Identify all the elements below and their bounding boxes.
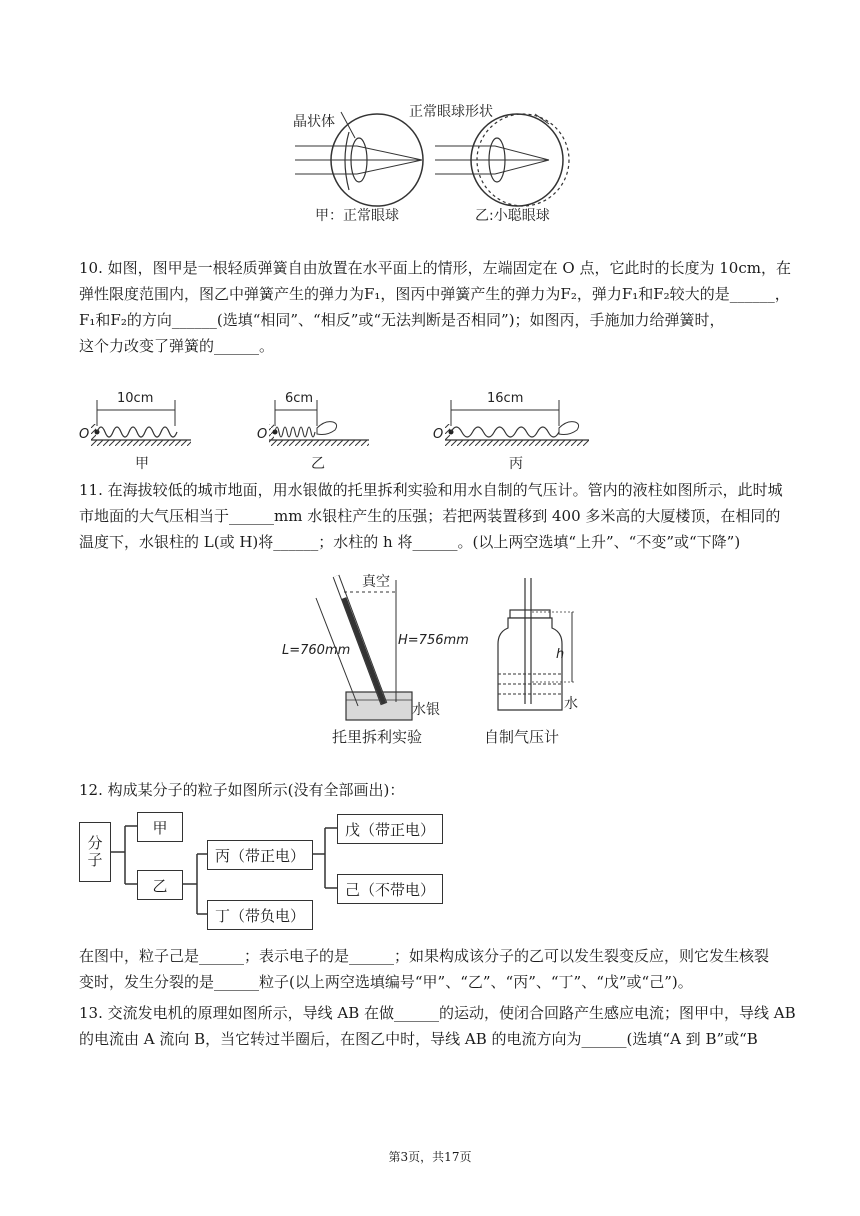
q10-line-2: 弹性限度范围内，图乙中弹簧产生的弹力为F₁，图丙中弹簧产生的弹力为F₂，弹力F₁和F₂较大的是______，: [79, 285, 790, 303]
normal-shape-label: 正常眼球形状: [409, 104, 493, 120]
q11-line-2: 市地面的大气压相当于______mm 水银柱产生的压强；若把两装置移到 400 多米高的大厦楼顶，在相同的: [79, 507, 781, 525]
box-ji: [337, 874, 443, 904]
molecule-label: 分子: [85, 835, 104, 869]
yi-label: 乙: [152, 876, 168, 895]
question-11: [79, 477, 783, 555]
box-jia: [137, 812, 183, 842]
lens-label: 晶状体: [293, 114, 335, 130]
q13-line-1: 13. 交流发电机的原理如图所示，导线 AB 在做______的运动，使闭合回路产生感应电流；图甲中，导线 AB: [79, 1004, 796, 1022]
question-12: [79, 777, 779, 803]
wu-label: 戊（带正电）: [344, 820, 435, 839]
eye-figure: [285, 96, 585, 228]
question-10: [79, 255, 791, 359]
q13-line-2: 的电流由 A 流向 B，当它转过半圈后，在图乙中时，导线 AB 的电流方向为______(选填“A 到 B”或“B: [79, 1030, 758, 1048]
point-o-a: O: [79, 427, 90, 442]
spring-caption-a: 甲: [135, 456, 149, 472]
spring-c-length: 16cm: [487, 391, 524, 406]
q10-line-1: 10. 如图，图甲是一根轻质弹簧自由放置在水平面上的情形，左端固定在 O 点，它此时的长度为 10cm，在: [79, 259, 791, 277]
question-13: [79, 1000, 796, 1052]
spring-a: [91, 400, 191, 446]
spring-caption-c: 丙: [509, 456, 523, 472]
q10-line-3: F₁和F₂的方向______(选填“相同”、“相反”或“无法判断是否相同”)；如图丙，手施加力给弹簧时，: [79, 311, 725, 329]
xiaocong-eye: [435, 114, 569, 206]
spring-figure: [79, 380, 599, 472]
ding-label: 丁（带负电）: [214, 906, 305, 925]
q12b-line-1: 在图中，粒子己是______；表示电子的是______；如果构成该分子的乙可以发生裂变反应，则它发生核裂: [79, 947, 770, 965]
spring-b: [269, 400, 369, 446]
q12b-line-2: 变时，发生分裂的是______粒子(以上两空选填编号“甲”、“乙”、“丙”、“丁”、“戊”或“己”)。: [79, 973, 693, 991]
question-12-cont: [79, 943, 779, 995]
jia-label: 甲: [152, 818, 168, 837]
q11-line-1: 11. 在海拔较低的城市地面，用水银做的托里拆利实验和用水自制的气压计。管内的液柱如图所示，此时城: [79, 481, 783, 499]
spring-b-length: 6cm: [285, 391, 314, 406]
bing-label: 丙（带正电）: [214, 846, 305, 865]
box-ding: [207, 900, 313, 930]
spring-a-length: 10cm: [117, 391, 154, 406]
ji-label: 己（不带电）: [344, 880, 435, 899]
q11-line-3: 温度下，水银柱的 L(或 H)将______；水柱的 h 将______。(以上两空选填“上升”、“不变”或“下降”): [79, 533, 741, 551]
spring-c: [445, 400, 589, 446]
h-big-label: H=756mm: [398, 633, 469, 648]
box-yi: [137, 870, 183, 900]
h-small-label: h: [556, 647, 565, 662]
barometer-figure: [276, 570, 596, 750]
box-wu: [337, 814, 443, 844]
particle-tree: [79, 812, 449, 942]
mercury-label: 水银: [412, 702, 440, 718]
eye-caption-a: 甲：正常眼球: [315, 208, 399, 224]
spring-caption-b: 乙: [311, 456, 325, 472]
page-footer: 第3页，共17页: [388, 1150, 472, 1164]
q10-line-4: 这个力改变了弹簧的______。: [79, 337, 275, 355]
water-label: 水: [564, 696, 578, 712]
eye-caption-b: 乙:小聪眼球: [475, 208, 550, 224]
l-label: L=760mm: [282, 643, 351, 658]
q12-line-1: 12. 构成某分子的粒子如图所示(没有全部画出)：: [79, 781, 405, 799]
box-bing: [207, 840, 313, 870]
box-molecule: [79, 822, 111, 882]
homemade-barometer: [498, 578, 576, 710]
vacuum-label: 真空: [362, 574, 390, 590]
torricelli-caption: 托里拆利实验: [332, 728, 423, 746]
barometer-caption: 自制气压计: [484, 728, 560, 746]
point-o-b: O: [257, 427, 268, 442]
point-o-c: O: [433, 427, 444, 442]
